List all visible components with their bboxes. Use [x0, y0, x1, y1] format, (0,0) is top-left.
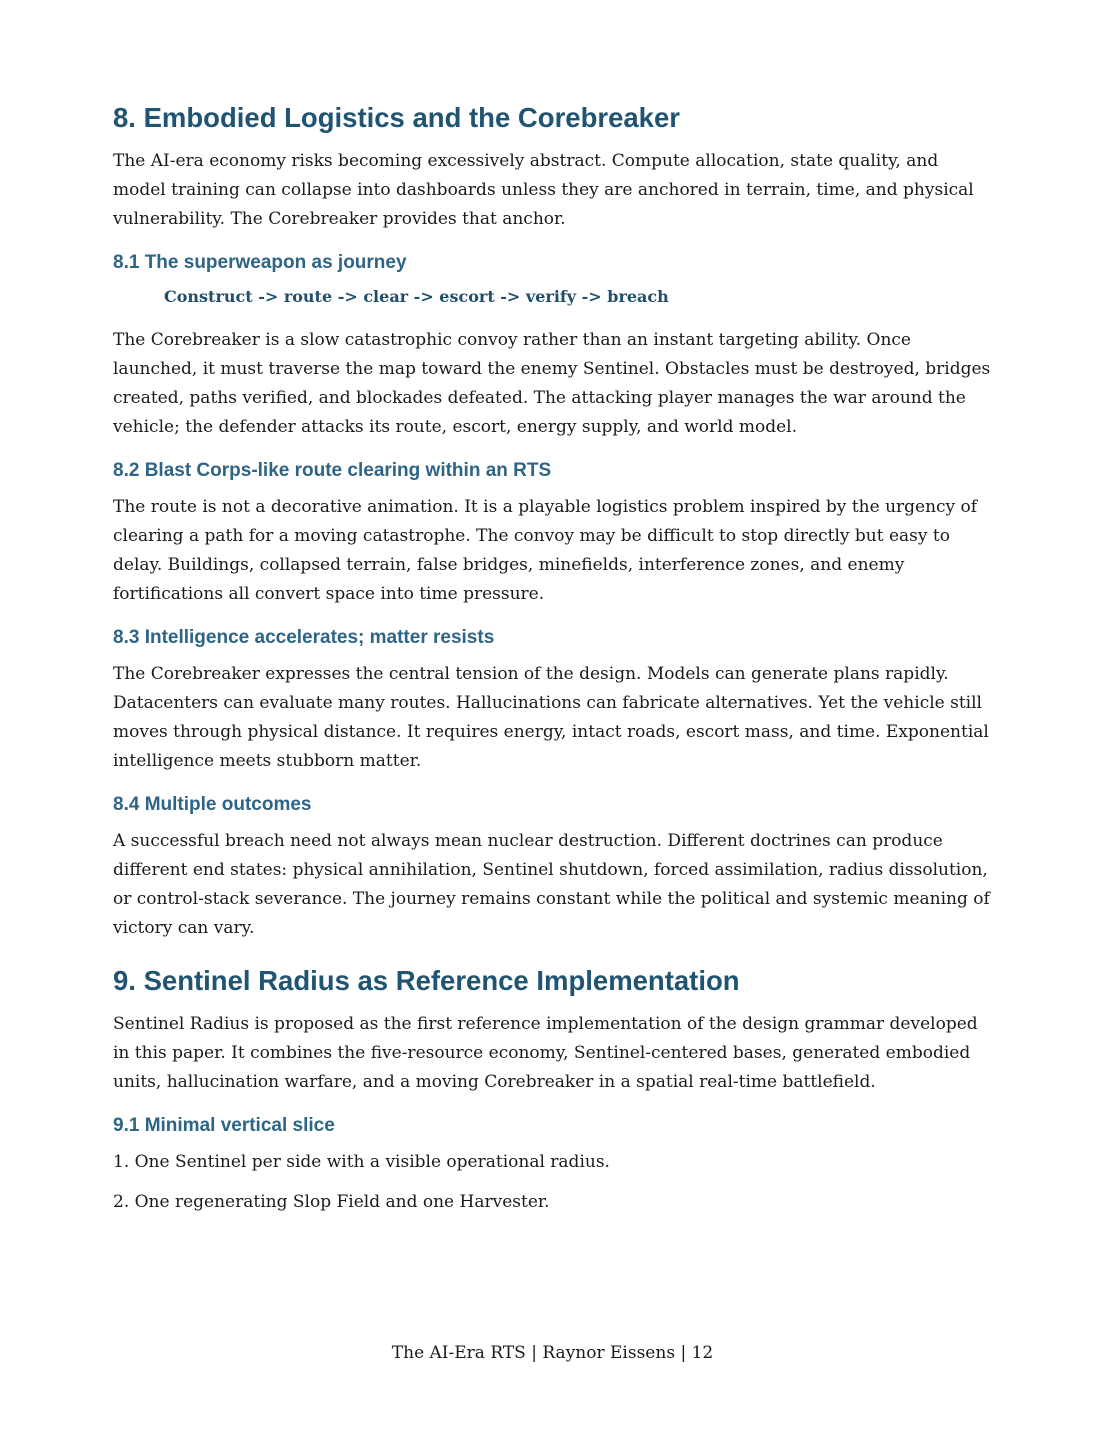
section-9-1-heading: 9.1 Minimal vertical slice: [113, 1115, 335, 1136]
section-8-4-heading: 8.4 Multiple outcomes: [113, 794, 312, 815]
list-item: 2. One regenerating Slop Field and one Harvester.: [113, 1192, 550, 1212]
section-9-heading: 9. Sentinel Radius as Reference Implementation: [113, 965, 740, 996]
document-page: [113, 100, 993, 1228]
section-8-1-heading: 8.1 The superweapon as journey: [113, 252, 407, 273]
section-8-2-heading: 8.2 Blast Corps-like route clearing within an RTS: [113, 460, 552, 481]
corebreaker-pipeline: Construct -> route -> clear -> escort -> verify -> breach: [164, 287, 669, 306]
section-8-4-body: A successful breach need not always mean nuclear destruction. Different doctrines can produce different end states: physical annihilation, Sentinel shutdown, forced assimilation, radius dissolution, or control-stack severance. The journey remains constant while the political and systemic meaning of victory can vary.: [113, 831, 990, 938]
page-footer: The AI-Era RTS | Raynor Eissens | 12: [391, 1343, 714, 1363]
section-8-heading: 8. Embodied Logistics and the Corebreaker: [113, 102, 680, 133]
section-8-intro: The AI-era economy risks becoming excessively abstract. Compute allocation, state quality, and model training can collapse into dashboards unless they are anchored in terrain, time, and physical vulnerability. The Corebreaker provides that anchor.: [113, 151, 974, 229]
section-8-3-heading: 8.3 Intelligence accelerates; matter resists: [113, 627, 495, 648]
section-8-3-body: The Corebreaker expresses the central tension of the design. Models can generate plans rapidly. Datacenters can evaluate many routes. Hallucinations can fabricate alternatives. Yet the vehicle still moves through physical distance. It requires energy, intact roads, escort mass, and time. Exponential intelligence meets stubborn matter.: [113, 664, 989, 771]
section-8-2-body: The route is not a decorative animation. It is a playable logistics problem inspired by the urgency of clearing a path for a moving catastrophe. The convoy may be difficult to stop directly but easy to delay. Buildings, collapsed terrain, false bridges, minefields, interference zones, and enemy fortifications all convert space into time pressure.: [113, 497, 978, 604]
section-9-intro: Sentinel Radius is proposed as the first reference implementation of the design grammar developed in this paper. It combines the five-resource economy, Sentinel-centered bases, generated embodied units, hallucination warfare, and a moving Corebreaker in a spatial real-time battlefield.: [113, 1014, 978, 1092]
list-item: 1. One Sentinel per side with a visible operational radius.: [113, 1152, 610, 1172]
section-8-1-body: The Corebreaker is a slow catastrophic convoy rather than an instant targeting ability. Once launched, it must traverse the map toward the enemy Sentinel. Obstacles must be destroyed, bridges created, paths verified, and blockades defeated. The attacking player manages the war around the vehicle; the defender attacks its route, escort, energy supply, and world model.: [113, 330, 991, 437]
